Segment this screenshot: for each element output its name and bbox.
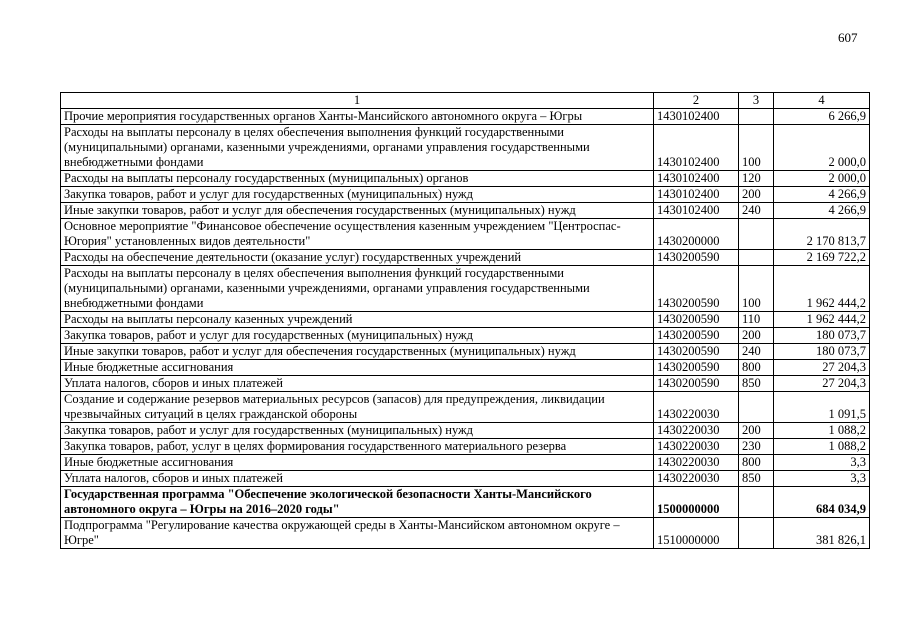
table-row bbox=[61, 219, 870, 250]
row-sum-cell: 2 169 722,2 bbox=[774, 250, 870, 266]
row-name-cell: Уплата налогов, сборов и иных платежей bbox=[61, 471, 654, 487]
table-row bbox=[61, 125, 870, 171]
row-code-cell: 1430200590 bbox=[654, 266, 739, 312]
row-type-cell: 200 bbox=[739, 423, 774, 439]
row-type-cell: 120 bbox=[739, 171, 774, 187]
row-code-cell: 1430102400 bbox=[654, 171, 739, 187]
row-name-cell: Закупка товаров, работ и услуг для государственных (муниципальных) нужд bbox=[61, 328, 654, 344]
row-name-cell: Государственная программа "Обеспечение экологической безопасности Ханты-Мансийского автономного округа – Югры на 2016–2020 годы" bbox=[61, 487, 654, 518]
row-code-cell: 1430200590 bbox=[654, 376, 739, 392]
row-code-cell: 1430200590 bbox=[654, 360, 739, 376]
row-sum-cell: 6 266,9 bbox=[774, 109, 870, 125]
row-type-cell: 240 bbox=[739, 344, 774, 360]
row-sum-cell: 2 000,0 bbox=[774, 125, 870, 171]
row-code-cell: 1430102400 bbox=[654, 125, 739, 171]
row-code-cell: 1430200590 bbox=[654, 328, 739, 344]
header-col-2: 2 bbox=[654, 93, 739, 109]
row-sum-cell: 1 088,2 bbox=[774, 439, 870, 455]
row-name-cell: Иные закупки товаров, работ и услуг для обеспечения государственных (муниципальных) нужд bbox=[61, 344, 654, 360]
header-col-3: 3 bbox=[739, 93, 774, 109]
row-code-cell: 1510000000 bbox=[654, 518, 739, 549]
header-col-1: 1 bbox=[61, 93, 654, 109]
table-header-row bbox=[61, 93, 870, 109]
row-code-cell: 1430220030 bbox=[654, 392, 739, 423]
table-row bbox=[61, 109, 870, 125]
row-type-cell bbox=[739, 392, 774, 423]
table-row bbox=[61, 266, 870, 312]
row-sum-cell: 2 170 813,7 bbox=[774, 219, 870, 250]
table-row bbox=[61, 471, 870, 487]
row-code-cell: 1430200000 bbox=[654, 219, 739, 250]
row-sum-cell: 3,3 bbox=[774, 455, 870, 471]
row-code-cell: 1500000000 bbox=[654, 487, 739, 518]
row-code-cell: 1430102400 bbox=[654, 187, 739, 203]
row-code-cell: 1430102400 bbox=[654, 203, 739, 219]
table-row bbox=[61, 171, 870, 187]
row-code-cell: 1430200590 bbox=[654, 344, 739, 360]
row-name-cell: Расходы на выплаты персоналу государственных (муниципальных) органов bbox=[61, 171, 654, 187]
row-name-cell: Расходы на обеспечение деятельности (оказание услуг) государственных учреждений bbox=[61, 250, 654, 266]
row-type-cell: 850 bbox=[739, 471, 774, 487]
row-code-cell: 1430220030 bbox=[654, 455, 739, 471]
table-row bbox=[61, 423, 870, 439]
row-sum-cell: 2 000,0 bbox=[774, 171, 870, 187]
row-type-cell: 850 bbox=[739, 376, 774, 392]
row-name-cell: Иные закупки товаров, работ и услуг для обеспечения государственных (муниципальных) нужд bbox=[61, 203, 654, 219]
row-sum-cell: 1 091,5 bbox=[774, 392, 870, 423]
row-name-cell: Основное мероприятие "Финансовое обеспечение осуществления казенным учреждением "Центроспас-Югория" установленных видов деятельности" bbox=[61, 219, 654, 250]
row-type-cell bbox=[739, 219, 774, 250]
row-name-cell: Расходы на выплаты персоналу в целях обеспечения выполнения функций государственными (муниципальными) органами, казенными учреждениями, органами управления государственными внебюджетными фондами bbox=[61, 125, 654, 171]
budget-table bbox=[60, 92, 870, 549]
row-code-cell: 1430220030 bbox=[654, 439, 739, 455]
row-sum-cell: 27 204,3 bbox=[774, 376, 870, 392]
row-code-cell: 1430102400 bbox=[654, 109, 739, 125]
table-row bbox=[61, 392, 870, 423]
table-row bbox=[61, 344, 870, 360]
table-row bbox=[61, 250, 870, 266]
row-name-cell: Прочие мероприятия государственных органов Ханты-Мансийского автономного округа – Югры bbox=[61, 109, 654, 125]
row-type-cell: 230 bbox=[739, 439, 774, 455]
row-name-cell: Иные бюджетные ассигнования bbox=[61, 455, 654, 471]
row-type-cell bbox=[739, 250, 774, 266]
row-name-cell: Расходы на выплаты персоналу в целях обеспечения выполнения функций государственными (муниципальными) органами, казенными учреждениями, органами управления государственными внебюджетными фондами bbox=[61, 266, 654, 312]
row-sum-cell: 1 962 444,2 bbox=[774, 312, 870, 328]
row-sum-cell: 27 204,3 bbox=[774, 360, 870, 376]
row-code-cell: 1430200590 bbox=[654, 250, 739, 266]
row-sum-cell: 381 826,1 bbox=[774, 518, 870, 549]
row-code-cell: 1430200590 bbox=[654, 312, 739, 328]
row-code-cell: 1430220030 bbox=[654, 423, 739, 439]
table-row bbox=[61, 376, 870, 392]
row-type-cell: 240 bbox=[739, 203, 774, 219]
row-sum-cell: 180 073,7 bbox=[774, 344, 870, 360]
row-type-cell: 800 bbox=[739, 360, 774, 376]
table-row bbox=[61, 360, 870, 376]
row-type-cell bbox=[739, 518, 774, 549]
header-col-4: 4 bbox=[774, 93, 870, 109]
page-number: 607 bbox=[838, 30, 858, 45]
row-name-cell: Уплата налогов, сборов и иных платежей bbox=[61, 376, 654, 392]
row-sum-cell: 180 073,7 bbox=[774, 328, 870, 344]
row-name-cell: Закупка товаров, работ, услуг в целях формирования государственного материального резерва bbox=[61, 439, 654, 455]
table-row bbox=[61, 439, 870, 455]
table-body bbox=[61, 93, 870, 549]
table-row bbox=[61, 312, 870, 328]
row-type-cell: 200 bbox=[739, 187, 774, 203]
row-name-cell: Иные бюджетные ассигнования bbox=[61, 360, 654, 376]
row-sum-cell: 684 034,9 bbox=[774, 487, 870, 518]
row-sum-cell: 4 266,9 bbox=[774, 203, 870, 219]
row-name-cell: Подпрограмма "Регулирование качества окружающей среды в Ханты-Мансийском автономном округе – Югре" bbox=[61, 518, 654, 549]
row-type-cell: 800 bbox=[739, 455, 774, 471]
row-sum-cell: 4 266,9 bbox=[774, 187, 870, 203]
table-row bbox=[61, 455, 870, 471]
row-type-cell bbox=[739, 487, 774, 518]
table-row bbox=[61, 187, 870, 203]
row-name-cell: Создание и содержание резервов материальных ресурсов (запасов) для предупреждения, ликвидации чрезвычайных ситуаций в целях гражданской обороны bbox=[61, 392, 654, 423]
row-sum-cell: 3,3 bbox=[774, 471, 870, 487]
row-type-cell: 100 bbox=[739, 266, 774, 312]
row-type-cell: 110 bbox=[739, 312, 774, 328]
row-sum-cell: 1 962 444,2 bbox=[774, 266, 870, 312]
row-type-cell bbox=[739, 109, 774, 125]
row-type-cell: 200 bbox=[739, 328, 774, 344]
table-row bbox=[61, 487, 870, 518]
table-row bbox=[61, 328, 870, 344]
row-type-cell: 100 bbox=[739, 125, 774, 171]
table-row bbox=[61, 203, 870, 219]
row-sum-cell: 1 088,2 bbox=[774, 423, 870, 439]
row-name-cell: Расходы на выплаты персоналу казенных учреждений bbox=[61, 312, 654, 328]
row-name-cell: Закупка товаров, работ и услуг для государственных (муниципальных) нужд bbox=[61, 423, 654, 439]
table-row bbox=[61, 518, 870, 549]
row-name-cell: Закупка товаров, работ и услуг для государственных (муниципальных) нужд bbox=[61, 187, 654, 203]
row-code-cell: 1430220030 bbox=[654, 471, 739, 487]
